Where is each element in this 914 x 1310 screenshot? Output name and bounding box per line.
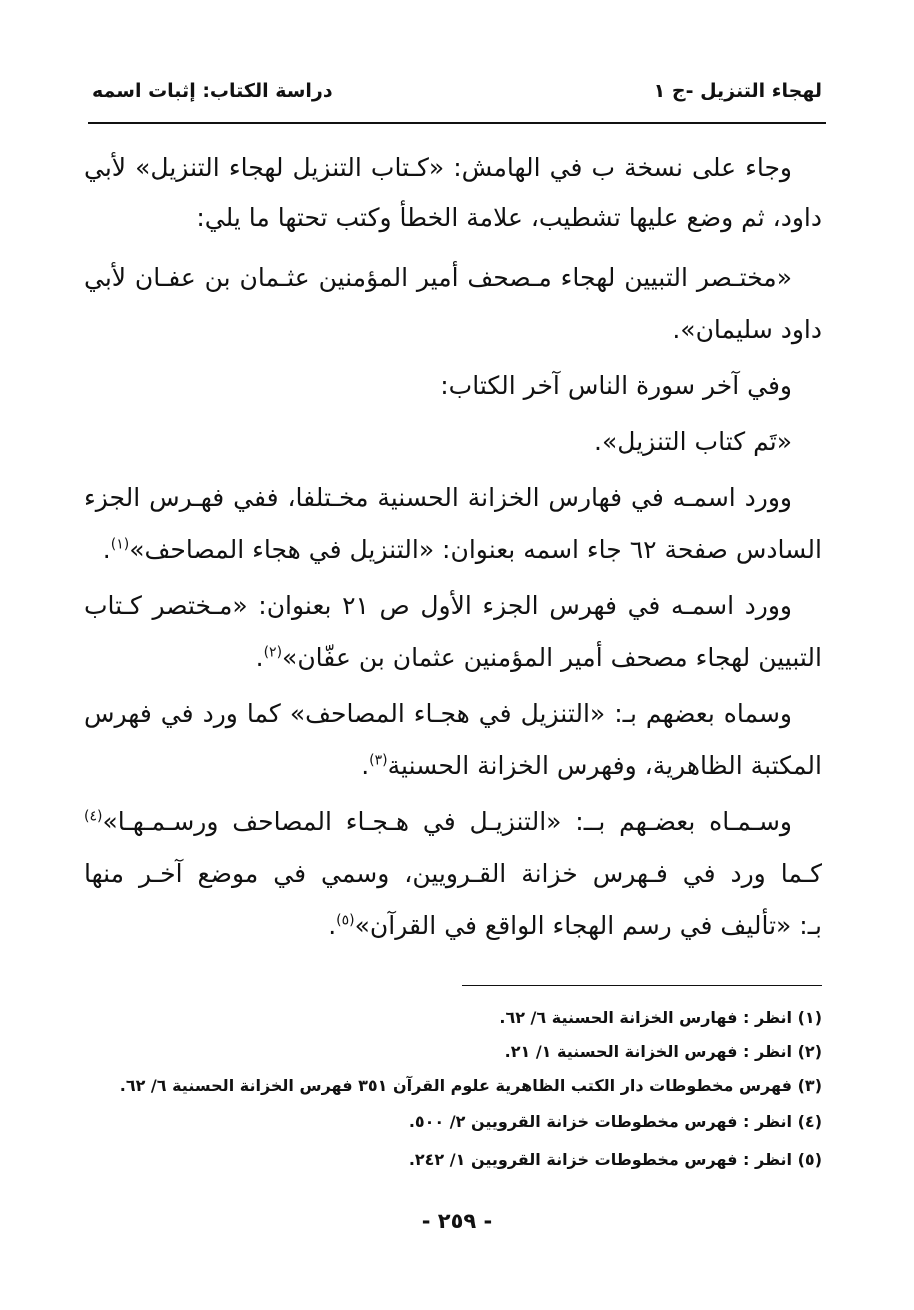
body-line: وسماه بعضهم بـ: «التنزيل في هجـاء المصاحف» كما ورد في فهرس [84,699,792,728]
footnote: (٢) انظر : فهرس الخزانة الحسنية ١/ ٢١. [504,1042,822,1061]
footnote-ref: (٣) [369,752,388,769]
body-text: التبيين لهجاء مصحف أمير المؤمنين عثمان بن عفّان» [282,643,822,672]
body-text: المكتبة الظاهرية، وفهرس الخزانة الحسنية [387,751,822,780]
body-line [84,802,822,842]
body-line: وجاء على نسخة ب في الهامش: «كـتاب التنزيل لهجاء التنزيل» لأبي [84,153,792,182]
footnote-ref: (٤) [84,808,103,825]
body-line: كـما ورد في فـهرس خزانة القـرويين، وسمي في موضع آخـر منها [84,859,822,888]
body-line: بـ: «تأليف في رسم الهجاء الواقع في القرآن»$^{(٥)}$. [328,911,822,940]
footnote-rule [462,985,822,986]
footnote-ref: (٥) [336,912,355,929]
footnote-ref: (٢) [263,644,283,661]
body-line: السادس صفحة ٦٢ جاء اسمه بعنوان: «التنزيل في هجاء المصاحف»$^{(١)}$. [102,535,822,564]
body-line: داود، ثم وضع عليها تشطيب، علامة الخطأ وكتب تحتها ما يلي: [196,203,822,232]
body-line: وورد اسمـه في فهرس الجزء الأول ص ٢١ بعنوان: «مـختصر كـتاب [84,591,792,620]
footnote: (٥) انظر : فهرس مخطوطات خزانة القرويين ١/ ٢٤٢. [408,1150,822,1169]
page-number: - ٢٥٩ - [421,1209,493,1233]
header-rule [88,122,826,124]
body-text: وسـمـاه بعضـهم بــ: «التنزيـل في هـجـاء المصاحف ورسـمـهـا» [102,807,792,836]
footnote: (٣) فهرس مخطوطات دار الكتب الظاهرية علوم القرآن ٣٥١ فهرس الخزانة الحسنية ٦/ ٦٢. [119,1076,822,1095]
footnote: (٤) انظر : فهرس مخطوطات خزانة القرويين ٢/ ٥٠٠. [408,1112,822,1131]
body-line: داود سليمان». [672,315,822,344]
running-header-section: دراسة الكتاب: إثبات اسمه [92,80,333,102]
body-text: السادس صفحة ٦٢ جاء اسمه بعنوان: «التنزيل في هجاء المصاحف» [129,535,822,564]
footnote: (١) انظر : فهارس الخزانة الحسنية ٦/ ٦٢. [499,1008,822,1027]
body-line: التبيين لهجاء مصحف أمير المؤمنين عثمان بن عفّان»$^{(٢)}$. [255,643,822,672]
footnote-ref: (١) [110,536,130,553]
running-header-title: لهجاء التنزيل -ج ١ [653,80,822,102]
body-text: بـ: «تأليف في رسم الهجاء الواقع في القرآن» [354,911,822,940]
body-line: وفي آخر سورة الناس آخر الكتاب: [440,371,792,400]
body-line: وورد اسمـه في فهارس الخزانة الحسنية مخـتلفا، ففي فهـرس الجزء [84,483,792,512]
body-line: المكتبة الظاهرية، وفهرس الخزانة الحسنية$^{(٣)}$. [361,751,822,780]
body-line: «مختـصر التبيين لهجاء مـصحف أمير المؤمنين عثـمان بن عفـان لأبي [84,263,792,292]
body-line: «تَم كتاب التنزيل». [594,427,792,456]
